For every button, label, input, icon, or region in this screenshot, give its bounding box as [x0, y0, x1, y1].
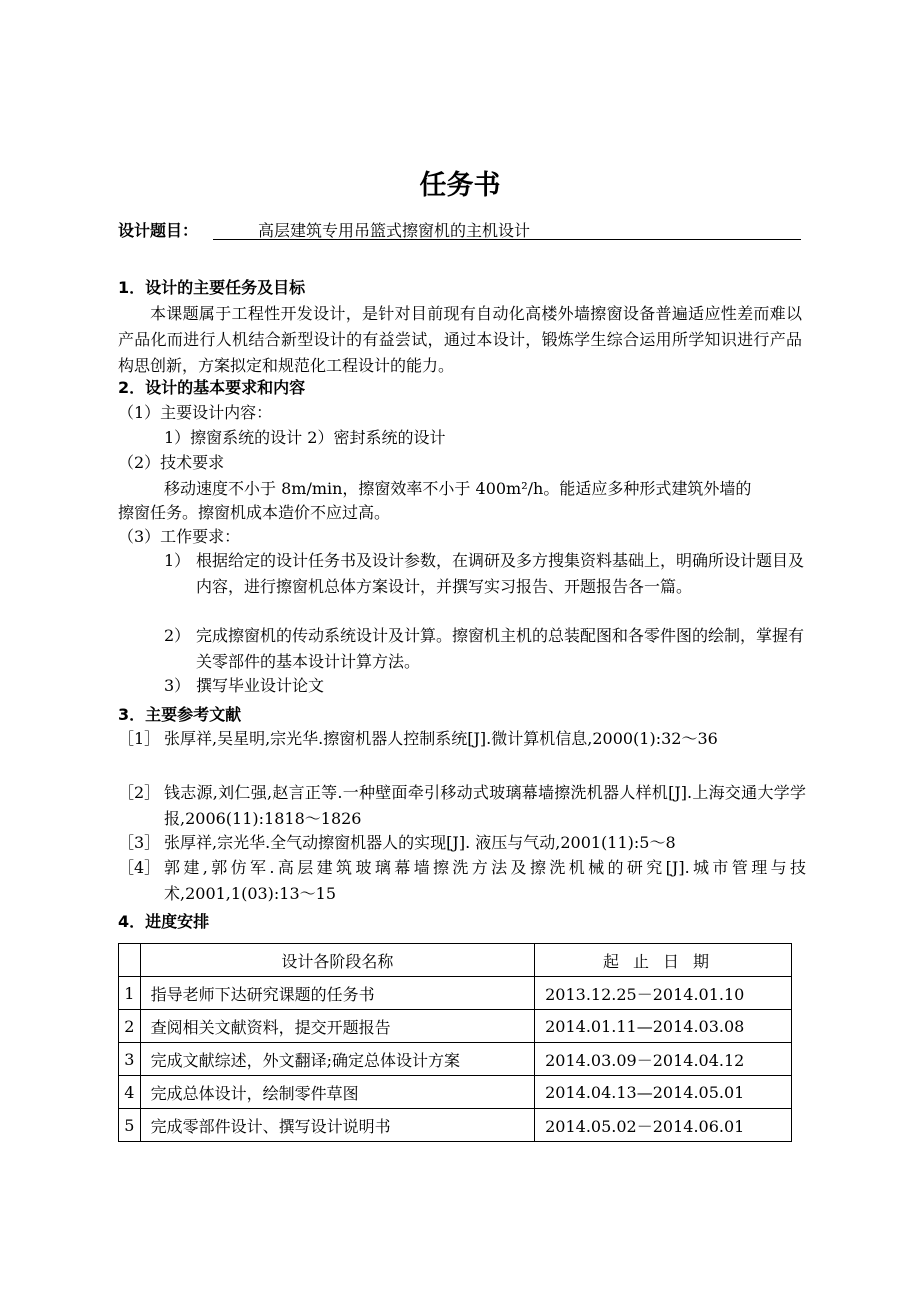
section2-sub2-body-line2: 擦窗任务。擦窗机成本造价不应过高。	[118, 503, 391, 522]
work-item-text: 撰写毕业设计论文	[196, 676, 325, 695]
reference-item	[118, 855, 806, 907]
stage-date: 2014.03.09－2014.04.12	[535, 1043, 792, 1076]
work-item-number: 1）	[164, 551, 191, 570]
work-item-text: 根据给定的设计任务书及设计参数，在调研及多方搜集资料基础上，明确所设计题目及内容，进行擦窗机总体方案设计，并撰写实习报告、开题报告各一篇。	[196, 551, 805, 596]
page-title: 任务书	[419, 170, 501, 201]
table-row	[119, 1109, 792, 1142]
table-row	[119, 1076, 792, 1109]
reference-item	[118, 780, 806, 832]
section4-heading: 4．进度安排	[118, 912, 210, 931]
section2-sub3-title: （3）工作要求：	[118, 527, 241, 546]
section3-heading: 3．主要参考文献	[118, 705, 242, 724]
section2-heading: 2．设计的基本要求和内容	[118, 378, 306, 397]
stage-name: 查阅相关文献资料，提交开题报告	[140, 1010, 535, 1043]
stage-date: 2013.12.25－2014.01.10	[535, 977, 792, 1010]
row-number: 1	[119, 977, 141, 1010]
work-item-text: 完成擦窗机的传动系统设计及计算。擦窗机主机的总装配图和各零件图的绘制，掌握有关零部件的基本设计计算方法。	[196, 626, 805, 671]
topic-value: 高层建筑专用吊篮式擦窗机的主机设计	[258, 221, 531, 240]
stage-name: 完成总体设计，绘制零件草图	[140, 1076, 535, 1109]
header-stage-name: 设计各阶段名称	[140, 944, 535, 977]
schedule-header-row	[119, 944, 792, 977]
row-number: 4	[119, 1076, 141, 1109]
section2-sub1-title: （1）主要设计内容：	[118, 403, 273, 422]
row-number: 2	[119, 1010, 141, 1043]
work-item	[164, 623, 804, 675]
table-row	[119, 977, 792, 1010]
topic-underline	[213, 239, 801, 240]
table-row	[119, 1043, 792, 1076]
reference-text: 郭建,郭仿军.高层建筑玻璃幕墙擦洗方法及擦洗机械的研究[J].城市管理与技术,2001,1(03):13～15	[164, 858, 806, 903]
topic-label: 设计题目：	[118, 221, 199, 240]
work-item-number: 2）	[164, 626, 191, 645]
work-item-number: 3）	[164, 676, 191, 695]
reference-item	[118, 726, 806, 778]
header-date: 起止日期	[535, 944, 792, 977]
section2-sub2-title: （2）技术要求	[118, 453, 225, 472]
reference-number: ［1］	[118, 729, 161, 748]
reference-number: ［4］	[118, 858, 161, 877]
header-index-cell	[119, 944, 141, 977]
section1-body: 本课题属于工程性开发设计，是针对目前现有自动化高楼外墙擦窗设备普遍适应性差而难以产品化而进行人机结合新型设计的有益尝试，通过本设计，锻炼学生综合运用所学知识进行产品构思创新，方案拟定和规范化工程设计的能力。	[118, 304, 802, 375]
reference-text: 钱志源,刘仁强,赵言正等.一种壁面牵引移动式玻璃幕墙擦洗机器人样机[J].上海交通大学学报,2006(11):1818～1826	[164, 783, 806, 828]
section1-heading: 1．设计的主要任务及目标	[118, 278, 306, 297]
stage-date: 2014.04.13—2014.05.01	[535, 1076, 792, 1109]
section2-sub2-body-line1: 移动速度不小于 8m/min，擦窗效率不小于 400m²/h。能适应多种形式建筑外墙的	[164, 479, 752, 498]
stage-name: 指导老师下达研究课题的任务书	[140, 977, 535, 1010]
table-row	[119, 1010, 792, 1043]
row-number: 3	[119, 1043, 141, 1076]
reference-number: ［2］	[118, 783, 161, 802]
stage-name: 完成文献综述，外文翻译;确定总体设计方案	[140, 1043, 535, 1076]
stage-name: 完成零部件设计、撰写设计说明书	[140, 1109, 535, 1142]
schedule-table	[118, 943, 792, 1142]
work-item	[164, 548, 804, 626]
stage-date: 2014.05.02－2014.06.01	[535, 1109, 792, 1142]
reference-item	[118, 830, 806, 856]
work-item	[164, 673, 804, 699]
stage-date: 2014.01.11—2014.03.08	[535, 1010, 792, 1043]
row-number: 5	[119, 1109, 141, 1142]
reference-number: ［3］	[118, 833, 161, 852]
section2-sub1-body: 1）擦窗系统的设计 2）密封系统的设计	[164, 428, 446, 447]
reference-text: 张厚祥,宗光华.全气动擦窗机器人的实现[J]. 液压与气动,2001(11):5～8	[164, 833, 676, 852]
reference-text: 张厚祥,吴星明,宗光华.擦窗机器人控制系统[J].微计算机信息,2000(1):32～36	[164, 729, 718, 748]
